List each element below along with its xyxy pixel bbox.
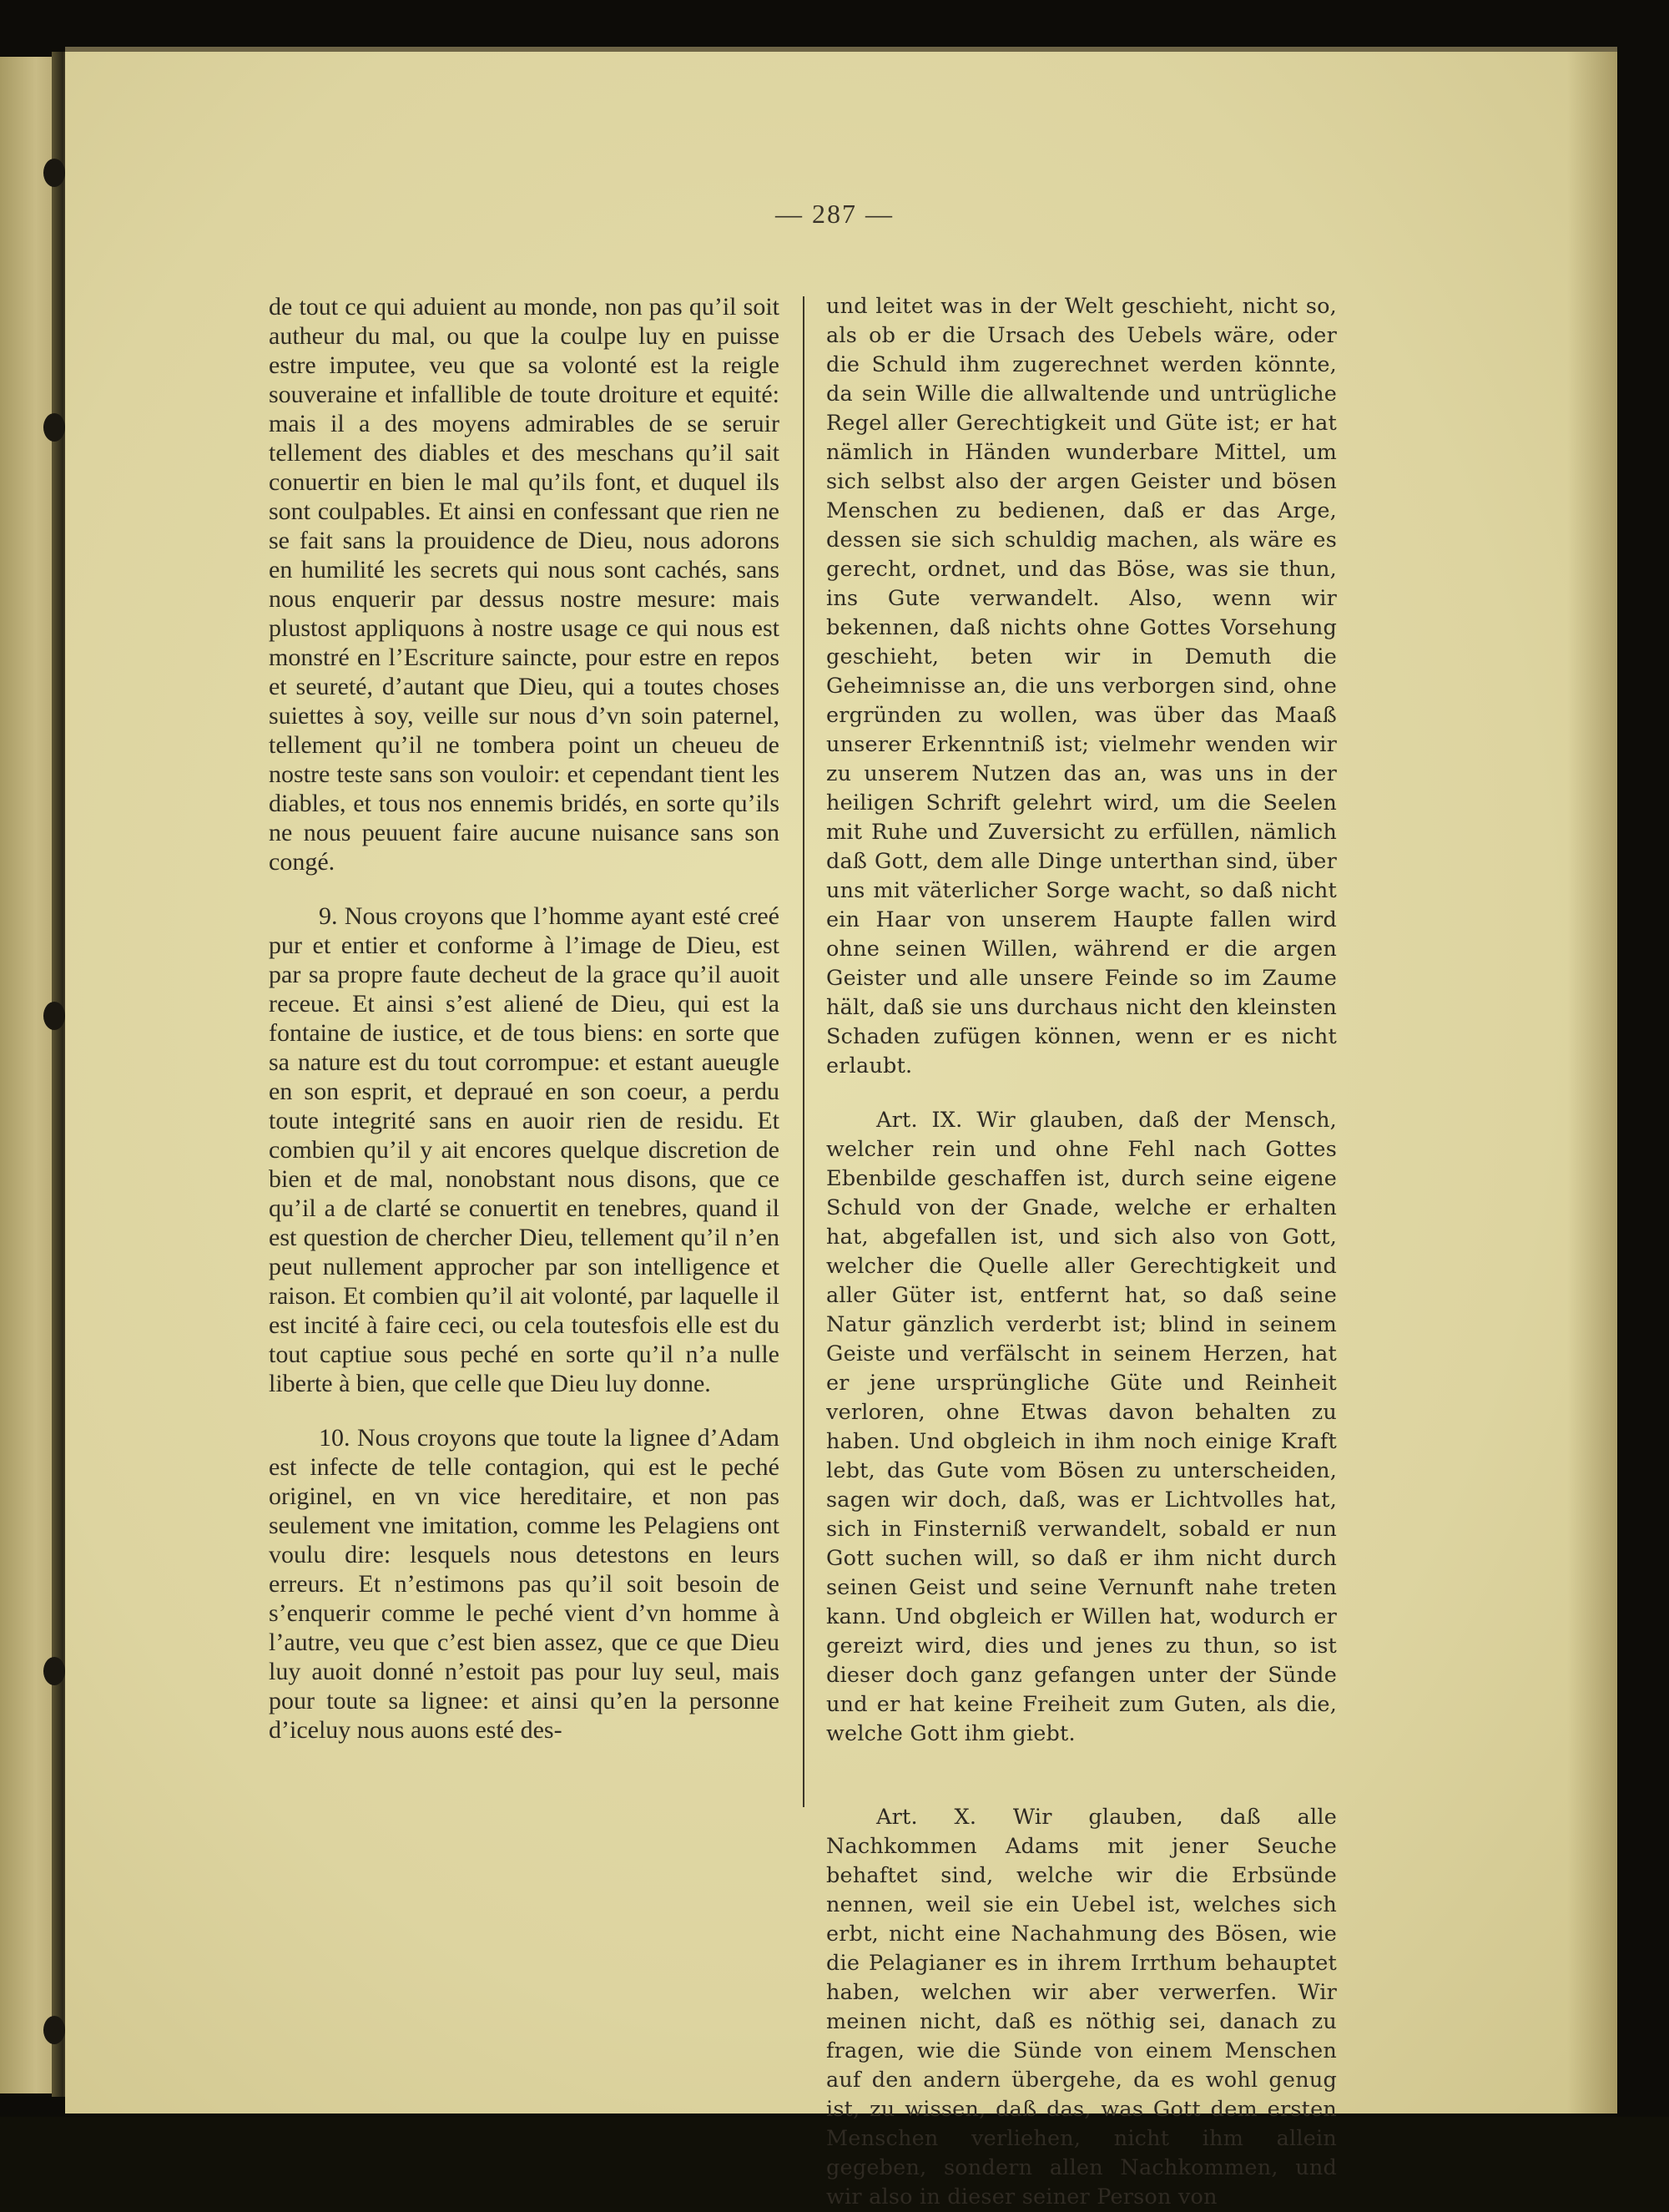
binding-hole [43, 159, 65, 187]
french-paragraph-1: de tout ce qui aduient au monde, non pas qu’il soit autheur du mal, ou que la coulpe luy en puisse estre imputee, veu que sa volonté est la reigle souveraine et infallible de toute droiture et equité: mais il a des moyens admirables de se seruir tellement des diables et des meschans qu’il sait conuertir en bien le mal qu’ils font, et duquel ils sont coulpables. Et ainsi en confessant que rien ne se fait sans la prouidence de Dieu, nous adorons en humilité les secrets qui nous sont cachés, sans nous enquerir par dessus nostre mesure: mais plustost appliquons à nostre usage ce qui nous est monstré en l’Escriture saincte, pour estre en repos et seureté, d’autant que Dieu, qui a toutes choses suiettes à soy, veille sur nous d’vn soin paternel, tellement qu’il ne tombera point un cheueu de nostre teste sans son vouloir: et cependant tient les diables, et tous nos ennemis bridés, en sorte qu’ils ne nous peuuent faire aucune nuisance sans son congé. [269, 293, 779, 876]
page-edge-shading [1567, 52, 1617, 2114]
german-paragraph-article-9: Art. IX. Wir glauben, daß der Mensch, welcher rein und ohne Fehl nach Gottes Ebenbilde geschaffen ist, durch seine eigene Schuld von der Gnade, welche er erhalten hat, abgefallen ist, und sich also von Gott, welcher die Quelle aller Gerechtigkeit und aller Güter ist, entfernt hat, so daß seine Natur gänzlich verderbt ist; blind in seinem Geiste und verfälscht in seinem Herzen, hat er jene ursprüngliche Güte und Reinheit verloren, ohne Etwas davon behalten zu haben. Und obgleich in ihm noch einige Kraft lebt, das Gute vom Bösen zu unterscheiden, sagen wir doch, daß, was er Lichtvolles hat, sich in Finsterniß verwandelt, sobald er nun Gott suchen will, so daß er ihm nicht durch seinen Geist und seine Vernunft nahe treten kann. Und obgleich er Willen hat, wodurch er gereizt wird, dies und jenes zu thun, so ist dieser doch ganz gefangen unter der Sünde und er hat keine Freiheit zum Guten, als die, welche Gott ihm giebt. [826, 1108, 1337, 1746]
german-paragraph-article-10: Art. X. Wir glauben, daß alle Nachkommen Adams mit jener Seuche behaftet sind, welche wir die Erbsünde nennen, weil sie ein Uebel ist, welches sich erbt, nicht eine Nachahmung des Bösen, wie die Pelagianer es in ihrem Irrthum behauptet haben, welchen wir aber verwerfen. Wir meinen nicht, daß es nöthig sei, danach zu fragen, wie die Sünde von einem Menschen auf den andern übergehe, da es wohl genug ist, zu wissen, daß das, was Gott dem ersten Menschen verliehen, nicht ihm allein gegeben, sondern allen Nachkommen, und wir also in dieser seiner Person von [826, 1805, 1337, 2209]
column-divider [803, 296, 804, 1807]
binding-hole [43, 1657, 65, 1685]
french-paragraph-article-10: 10. Nous croyons que toute la lignee d’Adam est infecte de telle contagion, qui est le peché originel, en vn vice hereditaire, et non pas seulement vne imitation, comme les Pelagiens ont voulu dire: lesquels nous detestons en leurs erreurs. Et n’estimons pas qu’il soit besoin de s’enquerir comme le peché vient d’vn homme à l’autre, veu que c’est bien assez, que ce que Dieu luy auoit donné n’estoit pas pour luy seul, mais pour toute sa lignee: et ainsi qu’en la personne d’iceluy nous auons esté des- [269, 1424, 779, 1744]
german-column [826, 292, 1337, 2212]
page-number: — 287 — [775, 199, 894, 229]
binding-hole [43, 2016, 65, 2044]
german-paragraph-1: und leitet was in der Welt geschieht, nicht so, als ob er die Ursach des Uebels wäre, oder die Schuld ihm zugerechnet werden könnte, da sein Wille die allwaltende und untrügliche Regel aller Gerechtigkeit und Güte ist; er hat nämlich in Händen wunderbare Mittel, um sich selbst also der argen Geister und bösen Menschen zu bedienen, daß er das Arge, dessen sie sich schuldig machen, als wäre es gerecht, ordnet, und das Böse, was sie thun, ins Gute verwandelt. Also, wenn wir bekennen, daß nichts ohne Gottes Vorsehung geschieht, beten wir in Demuth die Geheimnisse an, die uns verborgen sind, ohne ergründen zu wollen, was über das Maaß unserer Erkenntniß ist; vielmehr wenden wir zu unserem Nutzen das an, was uns in der heiligen Schrift gelehrt wird, um die Seelen mit Ruhe und Zuversicht zu erfüllen, nämlich daß Gott, dem alle Dinge unterthan sind, über uns mit väterlicher Sorge wacht, so daß nicht ein Haar von unserem Haupte fallen wird ohne seinen Willen, während er die argen Geister und alle unsere Feinde so im Zaume hält, daß sie uns durchaus nicht den kleinsten Schaden zufügen können, wenn er es nicht erlaubt. [826, 294, 1337, 1078]
french-paragraph-article-9: 9. Nous croyons que l’homme ayant esté creé pur et entier et conforme à l’image de Dieu, est par sa propre faute decheut de la grace qu’il auoit receue. Et ainsi s’est aliené de Dieu, qui est la fontaine de iustice, et de tous biens: en sorte que sa nature est du tout corrompue: et estant aueugle en son esprit, et depraué en son coeur, a perdu toute integrité sans en auoir rien de residu. Et combien qu’il y ait encores quelque discretion de bien et de mal, nonobstant nous disons, que ce qu’il a de clarté se conuertit en tenebres, quand il est question de chercher Dieu, tellement qu’il n’en peut nullement approcher par son intelligence et raison. Et combien qu’il ait volonté, par laquelle il est incité à faire ceci, ou cela toutesfois elle est du tout captiue sous peché en sorte qu’il n’a nulle liberte à bien, que celle que Dieu luy donne. [269, 902, 779, 1397]
french-column [269, 292, 779, 1745]
binding-hole [43, 413, 65, 442]
binding-hole [43, 1002, 65, 1030]
